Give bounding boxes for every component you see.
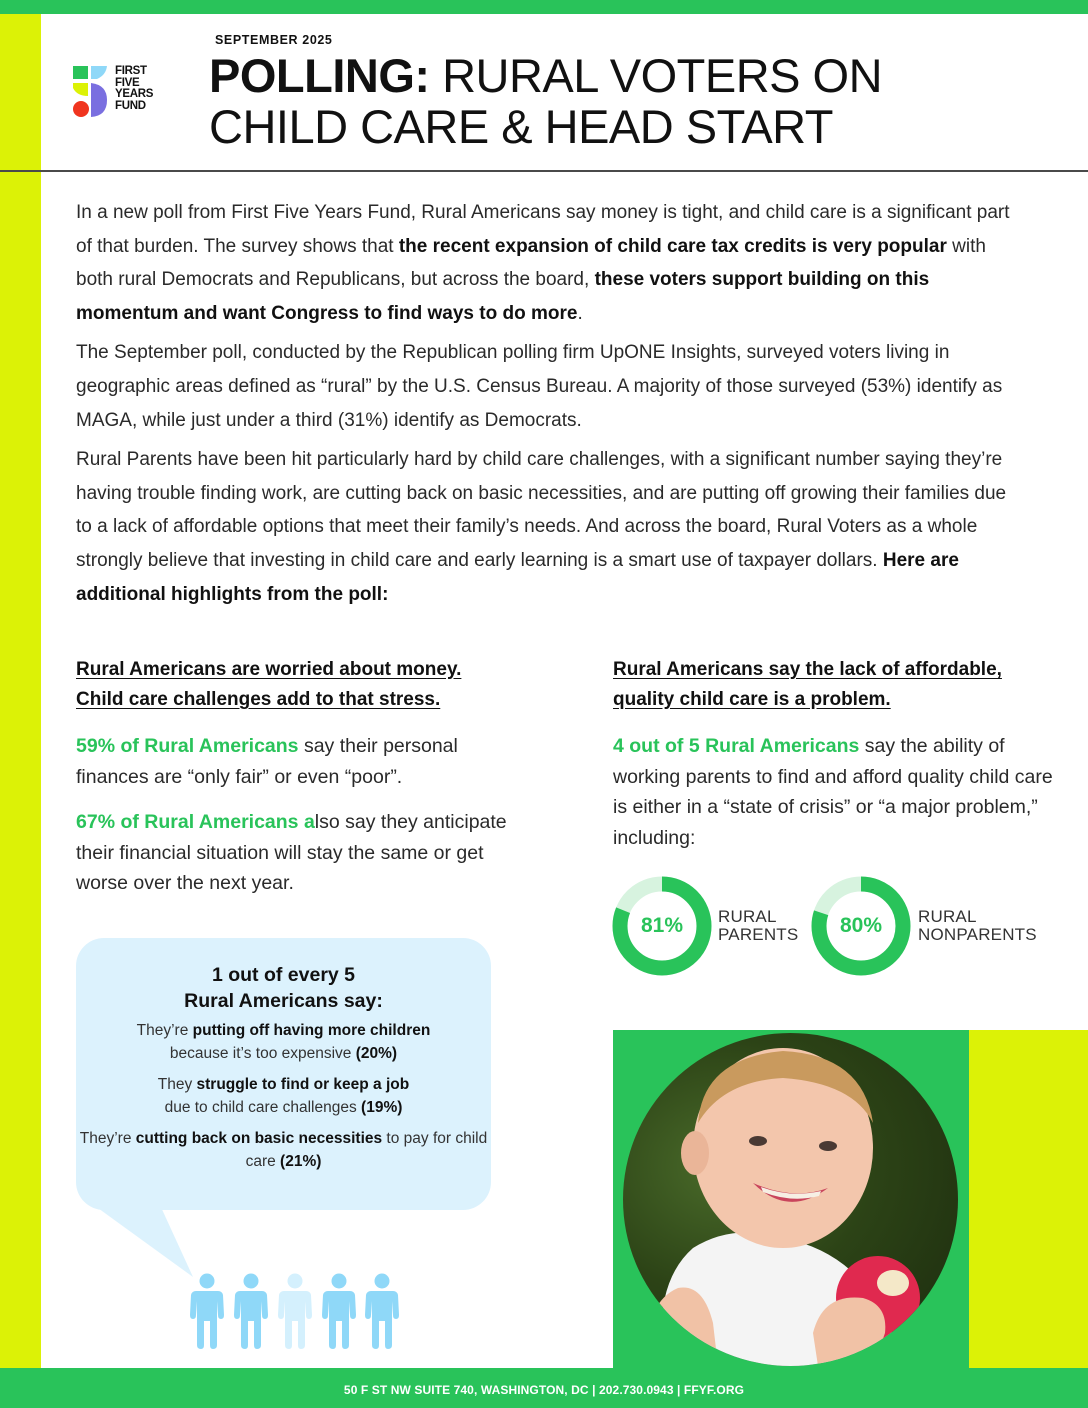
section-heading: Rural Americans say the lack of affordable, quality child care is a problem. [613, 659, 1002, 710]
child-photo [623, 1033, 958, 1366]
bubble-heading: 1 out of every 5 Rural Americans say: [184, 964, 383, 1012]
logo-wordmark: FIRST FIVE YEARS FUND [115, 65, 154, 112]
donut-chart-nonparents: 80% [811, 876, 911, 976]
child-care-problem-section [613, 655, 1053, 868]
speech-bubble-content [76, 962, 491, 1182]
section-heading: Rural Americans are worried about money. Child care challenges add to that stress. [76, 659, 462, 710]
person-icon [234, 1273, 268, 1349]
person-icon [190, 1273, 224, 1349]
stat-outlook: 67% of Rural Americans also say they anticipate their financial situation will stay the same or get worse over the next year. [76, 811, 507, 894]
bubble-stat-job: They struggle to find or keep a job due to child care challenges (19%) [157, 1076, 410, 1116]
person-icon [322, 1273, 356, 1349]
intro-paragraph-2: The September poll, conducted by the Republican polling firm UpONE Insights, surveyed voters living in geographic areas defined as “rural” by the U.S. Census Bureau. A majority of those surveyed (53%) identify as MAGA, while just under a third (31%) identify as Democrats. [76, 342, 1003, 431]
bubble-stat-necessities: They’re cutting back on basic necessities to pay for child care (21%) [79, 1130, 488, 1170]
child-with-apple-illustration [623, 1033, 958, 1366]
stat-finances: 59% of Rural Americans say their personal finances are “only fair” or even “poor”. [76, 735, 458, 788]
donut-caption: RURAL NONPARENTS [918, 907, 1037, 944]
donut-chart-parents: 81% [612, 876, 712, 976]
person-icon-faded [278, 1273, 312, 1349]
people-icons-row [190, 1273, 400, 1349]
intro-paragraph-1: In a new poll from First Five Years Fund, Rural Americans say money is tight, and child care is a significant part of that burden. The survey shows that the recent expansion of child care tax credits is very popular with both rural Democrats and Republicans, but across the board, these voters support building on this momentum and want Congress to find ways to do more. [76, 202, 1010, 324]
intro-paragraph-3: Rural Parents have been hit particularly hard by child care challenges, with a significant number saying they’re having trouble finding work, are cutting back on basic necessities, and are putting off growing their families due to a lack of affordable options that meet their family’s needs. And across the board, Rural Voters as a whole strongly believe that investing in child care and early learning is a smart use of taxpayer dollars. Here are additional highlights from the poll: [76, 449, 1007, 605]
donut-caption: RURAL PARENTS [718, 907, 799, 944]
person-icon [365, 1273, 399, 1349]
footer-contact: 50 F ST NW SUITE 740, WASHINGTON, DC | 202.730.0943 | FFYF.ORG [0, 1368, 1088, 1408]
photo-yellow-accent [969, 1030, 1088, 1368]
stat-crisis: 4 out of 5 Rural Americans say the ability of working parents to find and afford quality child care is either in a “state of crisis” or “a major problem,” including: [613, 735, 1053, 849]
bubble-stat-children: They’re putting off having more children because it’s too expensive (20%) [136, 1022, 431, 1062]
page-title: POLLING: RURAL VOTERS ON CHILD CARE & HEAD START [209, 49, 883, 153]
publication-date: SEPTEMBER 2025 [215, 33, 333, 47]
